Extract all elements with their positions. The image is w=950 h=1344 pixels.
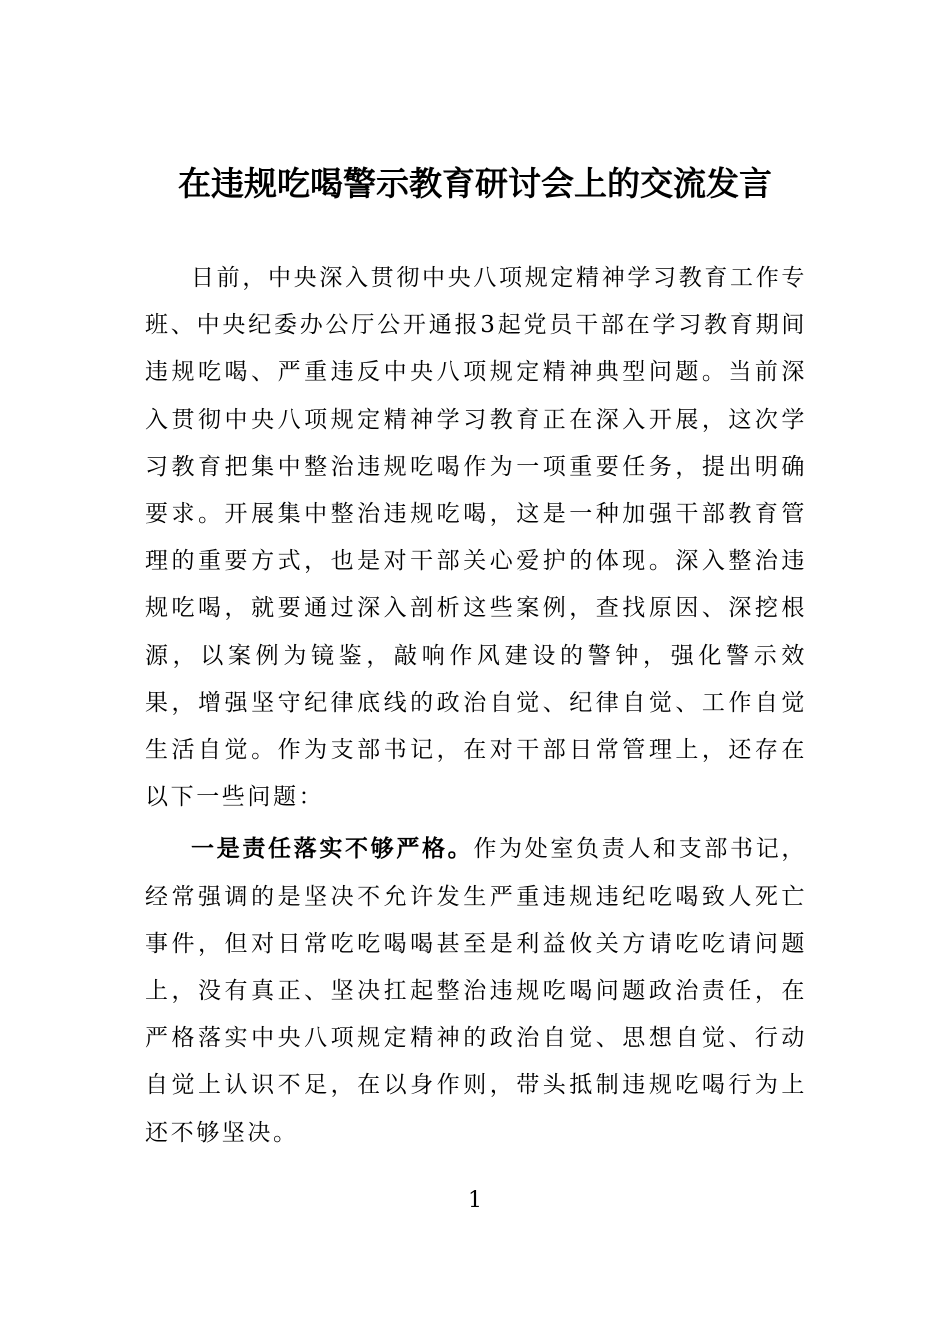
page-number: 1 <box>468 1188 482 1213</box>
document-body <box>145 255 807 1157</box>
paragraph-point-one-body: 作为处室负责人和支部书记，经常强调的是坚决不允许发生严重违规违纪吃喝致人死亡事件，但对日常吃吃喝喝甚至是利益攸关方请吃吃请问题上，没有真正、坚决扛起整治违规吃喝问题政治责任，在严格落实中央八项规定精神的政治自觉、思想自觉、行动自觉上认识不足，在以身作则，带头抵制违规吃喝行为上还不够坚决。 <box>145 836 807 1146</box>
paragraph-point-one <box>145 825 807 1156</box>
paragraph-point-one-lead: 一是责任落实不够严格。 <box>191 835 474 863</box>
paragraph-intro: 日前，中央深入贯彻中央八项规定精神学习教育工作专班、中央纪委办公厅公开通报3起党员干部在学习教育期间违规吃喝、严重违反中央八项规定精神典型问题。当前深入贯彻中央八项规定精神学习教育正在深入开展，这次学习教育把集中整治违规吃喝作为一项重要任务，提出明确要求。开展集中整治违规吃喝，这是一种加强干部教育管理的重要方式，也是对干部关心爱护的体现。深入整治违规吃喝，就要通过深入剖析这些案例，查找原因、深挖根源，以案例为镜鉴，敲响作风建设的警钟，强化警示效果，增强坚守纪律底线的政治自觉、纪律自觉、工作自觉生活自觉。作为支部书记，在对干部日常管理上，还存在以下一些问题： <box>145 265 807 811</box>
document-title: 在违规吃喝警示教育研讨会上的交流发言 <box>178 164 772 203</box>
